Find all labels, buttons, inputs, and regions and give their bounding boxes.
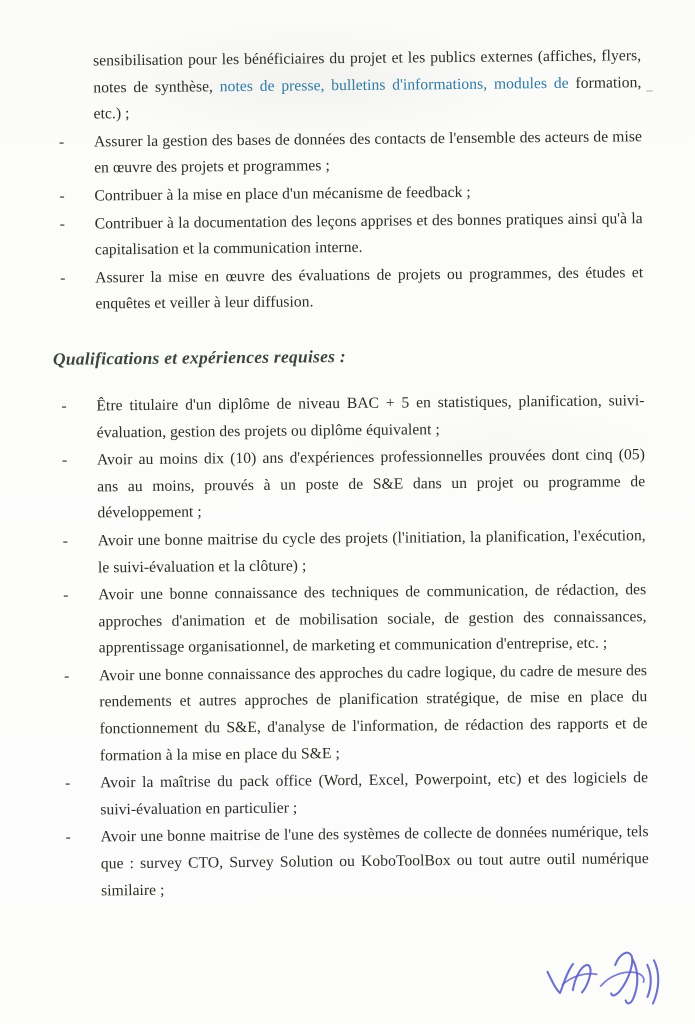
bullet-dash: - (62, 532, 69, 550)
qualification-text: Avoir la maîtrise du pack office (Word, Excel, Powerpoint, etc) et des logiciels de suivi-évaluation en particulier ; (99, 769, 649, 819)
bullet-dash: - (64, 774, 71, 793)
duties-list (58, 124, 644, 319)
section-heading-qualifications: Qualifications et expériences requises : (52, 345, 346, 369)
bullet-dash: - (58, 133, 65, 151)
qualification-text: Être titulaire d'un diplôme de niveau BAC + 5 en statistiques, planification, suivi-évaluation, gestion des projets ou diplôme équivalent ; (96, 392, 645, 441)
qualifications-list (60, 388, 649, 905)
bullet-dash: - (63, 586, 69, 604)
intro-text-part1: sensibilisation pour les bénéficiaires du projet et les publics externes (affiches, flyers, notes de synthèse, (93, 47, 642, 97)
paragraph-continuation (57, 43, 642, 128)
duty-text: Contribuer à la mise en place d'un mécanisme de feedback ; (94, 183, 471, 205)
qualification-text: Avoir une bonne connaissance des approches du cadre logique, du cadre de mesure des rendements et autres approches de planification stratégique, de mise en place du fonctionnement du S&E, d'analyse de l'information, de rédaction des rapports et de formation à la mise en place du S&E ; (98, 662, 648, 765)
bullet-dash: - (63, 667, 70, 685)
bullet-dash: - (60, 269, 66, 287)
handwritten-signature-icon (534, 935, 671, 1018)
duty-item (58, 124, 642, 183)
duty-text: Contribuer à la documentation des leçons apprises et des bonnes pratiques ainsi qu'à la capitalisation et la communication interne. (94, 209, 643, 259)
bullet-dash: - (59, 187, 65, 205)
qualification-text: Avoir une bonne maitrise du cycle des projets (l'initiation, la planification, l'exécution, le suivi-évaluation et la clôture) ; (97, 527, 646, 576)
intro-text-part2: formation, etc.) ; (93, 73, 642, 123)
bullet-dash: - (61, 451, 68, 469)
qualification-item (62, 523, 646, 582)
bullet-dash: - (59, 215, 66, 233)
qualification-item (61, 442, 646, 527)
qualification-text: Avoir une bonne maitrise de l'une des systèmes de collecte de données numérique, tels que : survey CTO, Survey Solution ou KoboToolBox ou tout autre outil numérique similaire ; (100, 823, 649, 900)
qualification-item (62, 577, 647, 662)
qualification-item (60, 388, 644, 447)
intro-highlighted-text: notes de presse, bulletins d'informations, modules de (219, 74, 569, 95)
duty-item (59, 260, 643, 319)
qualification-item (64, 765, 648, 824)
bullet-dash: - (61, 397, 67, 415)
qualification-item (64, 820, 649, 905)
document-text-block (52, 43, 649, 906)
duty-item (59, 206, 643, 265)
duty-text: Assurer la gestion des bases de données des contacts de l'ensemble des acteurs de mise en œuvre des projets et programmes ; (93, 127, 642, 177)
duty-item (58, 178, 642, 210)
qualification-text: Avoir une bonne connaissance des techniques de communication, de rédaction, des approches d'animation et de mobilisation sociale, de gestion des connaissances, apprentissage organisationnel, de marketing et communication d'entreprise, etc. ; (98, 581, 647, 657)
bullet-dash: - (65, 829, 71, 847)
duty-text: Assurer la mise en œuvre des évaluations de projets ou programmes, des études et enquêtes et veiller à leur diffusion. (95, 263, 644, 313)
qualification-text: Avoir au moins dix (10) ans d'expériences professionnelles prouvées dont cinq (05) ans au moins, prouvés à un poste de S&E dans un projet ou programme de développement ; (96, 446, 646, 522)
qualification-item (63, 658, 648, 770)
